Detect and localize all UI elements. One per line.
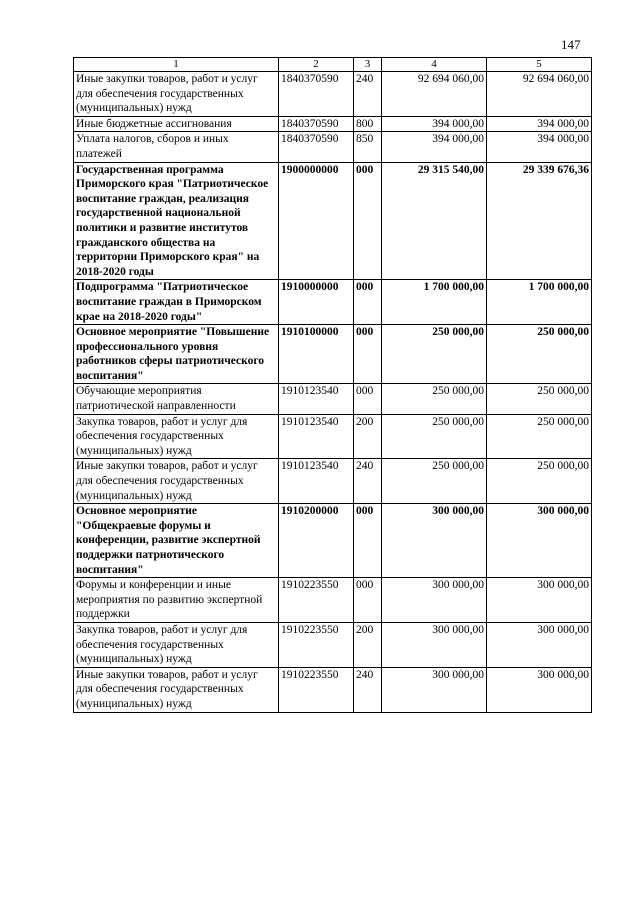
table-row bbox=[74, 414, 592, 459]
row-name: Иные закупки товаров, работ и услуг для обеспечения государственных (муниципальных) нужд bbox=[74, 72, 279, 117]
table-row bbox=[74, 162, 592, 280]
row-code: 1910123540 bbox=[279, 459, 354, 504]
row-amount-col4: 300 000,00 bbox=[382, 622, 487, 667]
row-code: 1910000000 bbox=[279, 280, 354, 325]
row-name: Основное мероприятие "Повышение профессионального уровня работников сферы патриотического воспитания" bbox=[74, 325, 279, 384]
row-type: 850 bbox=[354, 132, 382, 162]
table-row bbox=[74, 72, 592, 117]
header-col-5: 5 bbox=[487, 58, 592, 72]
header-col-3: 3 bbox=[354, 58, 382, 72]
table-row bbox=[74, 280, 592, 325]
row-name: Иные закупки товаров, работ и услуг для обеспечения государственных (муниципальных) нужд bbox=[74, 667, 279, 712]
row-amount-col5: 92 694 060,00 bbox=[487, 72, 592, 117]
row-code: 1910100000 bbox=[279, 325, 354, 384]
row-type: 200 bbox=[354, 414, 382, 459]
table-row bbox=[74, 132, 592, 162]
row-amount-col4: 394 000,00 bbox=[382, 132, 487, 162]
row-name: Государственная программа Приморского края "Патриотическое воспитание граждан, реализация государственной национальной политики и развитие институтов гражданского общества на территории Приморского края" на 2018-2020 годы bbox=[74, 162, 279, 280]
row-amount-col5: 300 000,00 bbox=[487, 622, 592, 667]
row-amount-col5: 300 000,00 bbox=[487, 578, 592, 623]
row-amount-col4: 300 000,00 bbox=[382, 504, 487, 578]
row-name: Иные закупки товаров, работ и услуг для обеспечения государственных (муниципальных) нужд bbox=[74, 459, 279, 504]
row-type: 240 bbox=[354, 459, 382, 504]
table-row bbox=[74, 116, 592, 132]
row-type: 000 bbox=[354, 325, 382, 384]
row-code: 1910200000 bbox=[279, 504, 354, 578]
row-type: 000 bbox=[354, 504, 382, 578]
table-row bbox=[74, 384, 592, 414]
row-code: 1910223550 bbox=[279, 578, 354, 623]
row-type: 800 bbox=[354, 116, 382, 132]
row-type: 200 bbox=[354, 622, 382, 667]
row-amount-col4: 250 000,00 bbox=[382, 414, 487, 459]
table-header bbox=[74, 58, 592, 72]
row-name: Закупка товаров, работ и услуг для обеспечения государственных (муниципальных) нужд bbox=[74, 414, 279, 459]
row-amount-col5: 1 700 000,00 bbox=[487, 280, 592, 325]
row-code: 1910223550 bbox=[279, 667, 354, 712]
row-code: 1840370590 bbox=[279, 116, 354, 132]
row-name: Обучающие мероприятия патриотической направленности bbox=[74, 384, 279, 414]
table-row bbox=[74, 325, 592, 384]
row-code: 1840370590 bbox=[279, 72, 354, 117]
row-amount-col5: 29 339 676,36 bbox=[487, 162, 592, 280]
row-type: 240 bbox=[354, 72, 382, 117]
budget-table bbox=[73, 57, 592, 713]
row-amount-col4: 92 694 060,00 bbox=[382, 72, 487, 117]
row-amount-col4: 29 315 540,00 bbox=[382, 162, 487, 280]
row-amount-col4: 250 000,00 bbox=[382, 325, 487, 384]
row-amount-col5: 250 000,00 bbox=[487, 459, 592, 504]
table-row bbox=[74, 504, 592, 578]
row-type: 000 bbox=[354, 162, 382, 280]
table-row bbox=[74, 459, 592, 504]
row-amount-col5: 250 000,00 bbox=[487, 414, 592, 459]
row-amount-col4: 300 000,00 bbox=[382, 667, 487, 712]
row-amount-col4: 394 000,00 bbox=[382, 116, 487, 132]
table-body bbox=[74, 72, 592, 713]
row-code: 1840370590 bbox=[279, 132, 354, 162]
page-number: 147 bbox=[561, 37, 581, 52]
row-amount-col4: 300 000,00 bbox=[382, 578, 487, 623]
row-name: Подпрограмма "Патриотическое воспитание граждан в Приморском крае на 2018-2020 годы" bbox=[74, 280, 279, 325]
table-row bbox=[74, 622, 592, 667]
row-amount-col5: 300 000,00 bbox=[487, 504, 592, 578]
row-name: Основное мероприятие "Общекраевые форумы и конференции, развитие экспертной поддержки патриотического воспитания" bbox=[74, 504, 279, 578]
table-row bbox=[74, 667, 592, 712]
row-amount-col4: 1 700 000,00 bbox=[382, 280, 487, 325]
row-code: 1900000000 bbox=[279, 162, 354, 280]
header-col-2: 2 bbox=[279, 58, 354, 72]
table-row bbox=[74, 578, 592, 623]
row-amount-col5: 394 000,00 bbox=[487, 116, 592, 132]
row-type: 240 bbox=[354, 667, 382, 712]
row-name: Форумы и конференции и иные мероприятия по развитию экспертной поддержки bbox=[74, 578, 279, 623]
row-name: Уплата налогов, сборов и иных платежей bbox=[74, 132, 279, 162]
row-type: 000 bbox=[354, 384, 382, 414]
row-amount-col4: 250 000,00 bbox=[382, 384, 487, 414]
row-amount-col5: 394 000,00 bbox=[487, 132, 592, 162]
row-code: 1910123540 bbox=[279, 414, 354, 459]
row-amount-col5: 300 000,00 bbox=[487, 667, 592, 712]
row-name: Закупка товаров, работ и услуг для обеспечения государственных (муниципальных) нужд bbox=[74, 622, 279, 667]
row-type: 000 bbox=[354, 280, 382, 325]
row-amount-col4: 250 000,00 bbox=[382, 459, 487, 504]
row-amount-col5: 250 000,00 bbox=[487, 325, 592, 384]
row-type: 000 bbox=[354, 578, 382, 623]
header-col-4: 4 bbox=[382, 58, 487, 72]
header-col-1: 1 bbox=[74, 58, 279, 72]
row-code: 1910123540 bbox=[279, 384, 354, 414]
row-name: Иные бюджетные ассигнования bbox=[74, 116, 279, 132]
row-amount-col5: 250 000,00 bbox=[487, 384, 592, 414]
row-code: 1910223550 bbox=[279, 622, 354, 667]
header-row bbox=[74, 58, 592, 72]
